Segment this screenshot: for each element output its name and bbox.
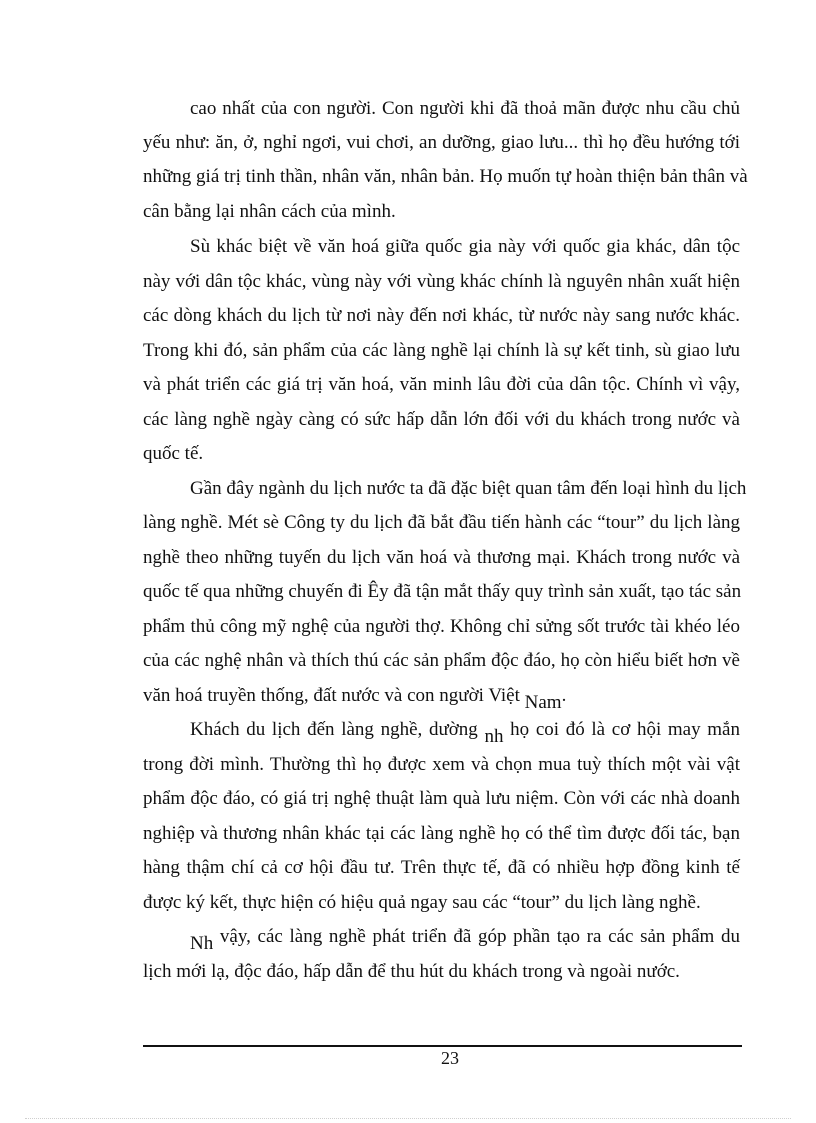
paragraph-2-line-1: Sù khác biệt về văn hoá giữa quốc gia này với quốc gia khác, dân tộc	[190, 236, 740, 257]
paragraph-3-line-7-end: .	[561, 685, 567, 706]
paragraph-5-line-1-subscript: Nh	[190, 933, 214, 954]
paragraph-4-line-4: nghiệp và thương nhân khác tại các làng nghề họ có thể tìm được đối tác, bạn	[143, 823, 740, 844]
paragraph-3-line-5: phẩm thủ công mỹ nghệ của người thợ. Không chỉ sửng sốt trước tài khéo léo	[143, 616, 740, 637]
paragraph-4-line-6: được ký kết, thực hiện có hiệu quả ngay sau các “tour” du lịch làng nghề.	[143, 892, 701, 913]
paragraph-3-line-6: của các nghệ nhân và thích thú các sản phẩm độc đáo, họ còn hiểu biết hơn về	[143, 650, 740, 671]
paragraph-1-line-2: yếu như: ăn, ở, nghỉ ngơi, vui chơi, an dưỡng, giao lưu... thì họ đều hướng tới	[143, 132, 740, 153]
page-number: 23	[441, 1048, 459, 1068]
paragraph-5-line-2: lịch mới lạ, độc đáo, hấp dẫn để thu hút du khách trong và ngoài nước.	[143, 961, 680, 982]
paragraph-4-line-3: phẩm độc đáo, có giá trị nghệ thuật làm quà lưu niệm. Còn với các nhà doanh	[143, 788, 740, 809]
paragraph-4-line-1	[190, 713, 740, 747]
paragraph-3-line-7	[143, 679, 740, 713]
paragraph-3-line-3: nghề theo những tuyến du lịch văn hoá và thương mại. Khách trong nước và	[143, 547, 740, 568]
paragraph-1-line-4: cân bằng lại nhân cách của mình.	[143, 201, 396, 222]
paragraph-1-line-1: cao nhất của con người. Con người khi đã thoả mãn được nhu cầu chủ	[190, 98, 740, 119]
paragraph-5-line-1	[190, 920, 740, 954]
paragraph-5-line-1-end: vậy, các làng nghề phát triển đã góp phần tạo ra các sản phẩm du	[213, 926, 740, 947]
paragraph-4-line-1-end: họ coi đó là cơ hội may mắn	[503, 719, 740, 740]
paragraph-4-line-1-start: Khách du lịch đến làng nghề, dường	[190, 719, 485, 740]
paragraph-2-line-4: Trong khi đó, sản phẩm của các làng nghề lại chính là sự kết tinh, sù giao lưu	[143, 340, 740, 361]
paragraph-3-line-1: Gần đây ngành du lịch nước ta đã đặc biệt quan tâm đến loại hình du lịch	[190, 478, 747, 499]
paragraph-4-line-1-subscript: nh	[484, 726, 504, 747]
paragraph-2-line-6: các làng nghề ngày càng có sức hấp dẫn lớn đối với du khách trong nước và	[143, 409, 740, 430]
paragraph-2-line-7: quốc tế.	[143, 443, 204, 464]
paragraph-3-line-7-text: văn hoá truyền thống, đất nước và con người Việt	[143, 685, 525, 706]
paragraph-4-line-5: hàng thậm chí cả cơ hội đầu tư. Trên thực tế, đã có nhiều hợp đồng kinh tế	[143, 857, 740, 878]
page-bottom-border	[25, 1118, 791, 1119]
paragraph-2-line-3: các dòng khách du lịch từ nơi này đến nơi khác, từ nước này sang nước khác.	[143, 305, 740, 326]
paragraph-3-line-4: quốc tế qua những chuyến đi Êy đã tận mắt thấy quy trình sản xuất, tạo tác sản	[143, 581, 742, 602]
paragraph-1-line-3: những giá trị tinh thần, nhân văn, nhân bản. Họ muốn tự hoàn thiện bản thân và	[143, 166, 748, 187]
paragraph-4-line-2: trong đời mình. Thường thì họ được xem và chọn mua tuỳ thích một vài vật	[143, 754, 740, 775]
paragraph-3-line-2: làng nghề. Mét sè Công ty du lịch đã bắt đầu tiến hành các “tour” du lịch làng	[143, 512, 740, 533]
paragraph-3-line-7-subscript: Nam	[524, 692, 562, 713]
paragraph-2-line-5: và phát triển các giá trị văn hoá, văn minh lâu đời của dân tộc. Chính vì vậy,	[143, 374, 740, 395]
paragraph-2-line-2: này với dân tộc khác, vùng này với vùng khác chính là nguyên nhân xuất hiện	[143, 271, 740, 292]
